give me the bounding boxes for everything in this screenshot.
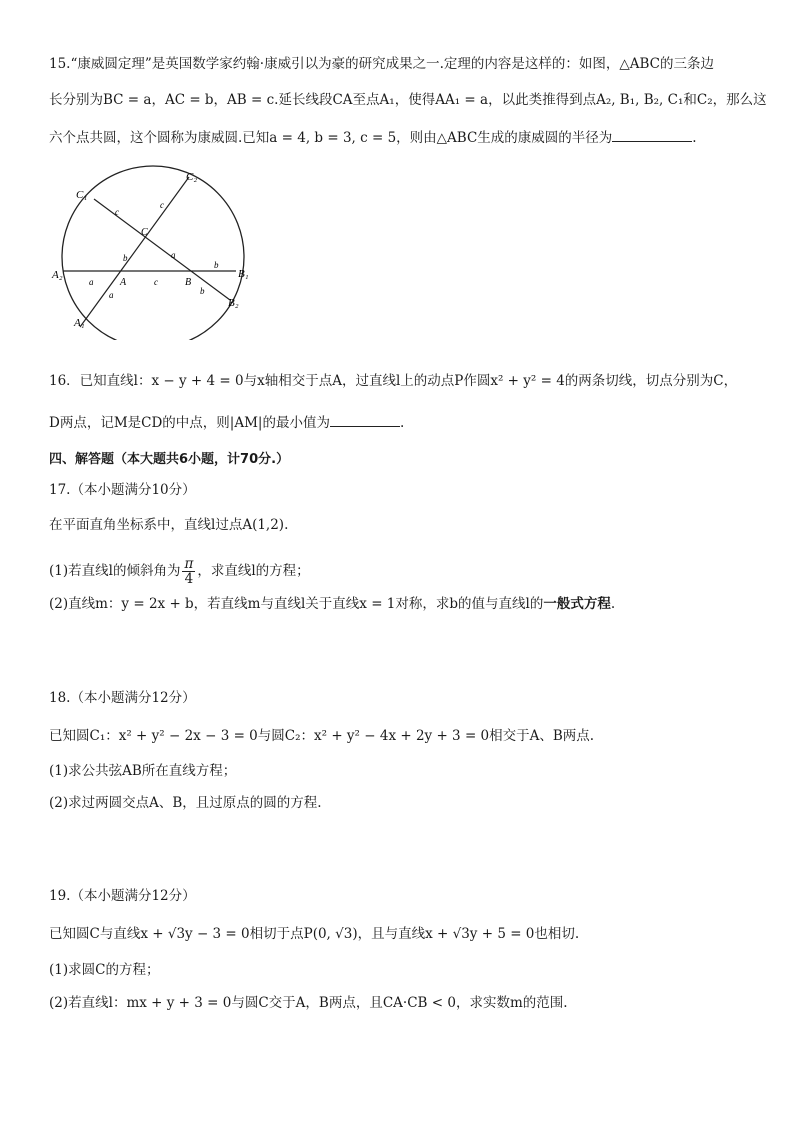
q18-part-1: (1)求公共弦AB所在直线方程； (49, 763, 237, 779)
q18-part-2: (2)求过两圆交点A、B，且过原点的圆的方程. (49, 795, 322, 811)
q15-line-3-end: . (692, 130, 697, 146)
label-C2: C₂ (186, 171, 198, 183)
label-A1: A₁ (74, 317, 85, 329)
q17-part-1 (49, 556, 310, 586)
seg-a-mid: a (171, 250, 176, 260)
q17-part-1-end: ，求直线l的方程； (197, 563, 310, 579)
seg-b-low: b (200, 286, 205, 296)
label-B: B (185, 277, 192, 288)
seg-b-left: b (123, 253, 128, 263)
q16-line-2 (49, 412, 404, 433)
section-4-title: 四、解答题（本大题共6小题，计70分.） (49, 452, 290, 467)
label-B2: B₂ (228, 297, 239, 309)
label-A2: A₂ (52, 269, 63, 281)
q17-part-2 (49, 594, 615, 614)
label-C1: C₁ (76, 189, 88, 201)
q19-intro: 已知圆C与直线x + √3y − 3 = 0相切于点P(0, √3)，且与直线x + √3y + 5 = 0也相切. (49, 926, 580, 942)
seg-a-low: a (109, 290, 114, 300)
seg-c-right: c (160, 200, 164, 210)
conway-circle-figure (40, 160, 280, 340)
q17-part-2-text: (2)直线m：y = 2x + b，若直线m与直线l关于直线x = 1对称，求b的值与直线l的 (49, 596, 544, 612)
q17-header: 17.（本小题满分10分） (49, 482, 196, 498)
q17-part-2-end: . (610, 596, 616, 612)
q18-intro: 已知圆C₁：x² + y² − 2x − 3 = 0与圆C₂：x² + y² − 4x + 2y + 3 = 0相交于A、B两点. (49, 728, 595, 744)
q19-part-2: (2)若直线l：mx + y + 3 = 0与圆C交于A，B两点，且CA·CB < 0，求实数m的范围. (49, 995, 568, 1011)
q19-part-1: (1)求圆C的方程； (49, 962, 160, 978)
seg-a-left: a (89, 277, 94, 287)
q15-line-1: 15.“康威圆定理”是英国数学家约翰·康威引以为豪的研究成果之一.定理的内容是这样的：如图，△ABC的三条边 (49, 56, 714, 72)
label-C: C (141, 227, 148, 238)
q18-header: 18.（本小题满分12分） (49, 690, 196, 706)
fraction-numerator: π (184, 556, 194, 572)
label-B1: B₁ (238, 268, 249, 280)
q19-header: 19.（本小题满分12分） (49, 888, 196, 904)
q15-answer-blank (612, 127, 692, 142)
fraction-denominator: 4 (184, 571, 194, 587)
q15-line-3 (49, 127, 697, 148)
seg-c-left: c (115, 207, 119, 217)
q16-line-2-end: . (399, 415, 405, 431)
seg-b-right: b (214, 260, 219, 270)
q16-answer-blank (330, 412, 400, 427)
q16-line-2-text: D两点，记M是CD的中点，则|AM|的最小值为 (49, 415, 330, 431)
q17-part-1-text: (1)若直线l的倾斜角为 (49, 563, 181, 579)
seg-c-mid: c (154, 277, 158, 287)
q15-line-3-text: 六个点共圆，这个圆称为康威圆.已知a = 4, b = 3, c = 5，则由△ABC生成的康威圆的半径为 (49, 130, 613, 146)
q16-line-1: 16．已知直线l：x − y + 4 = 0与x轴相交于点A，过直线l上的动点P作圆x² + y² = 4的两条切线，切点分别为C， (49, 373, 738, 389)
q17-general-form-emphasis: 一般式方程 (543, 596, 611, 612)
q15-line-2: 长分别为BC = a，AC = b，AB = c.延长线段CA至点A₁，使得AA₁ = a，以此类推得到点A₂, B₁, B₂, C₁和C₂，那么这 (49, 92, 767, 108)
label-A: A (120, 277, 127, 288)
pi-over-4-fraction (182, 557, 195, 586)
q17-intro: 在平面直角坐标系中，直线l过点A(1,2). (49, 517, 289, 533)
